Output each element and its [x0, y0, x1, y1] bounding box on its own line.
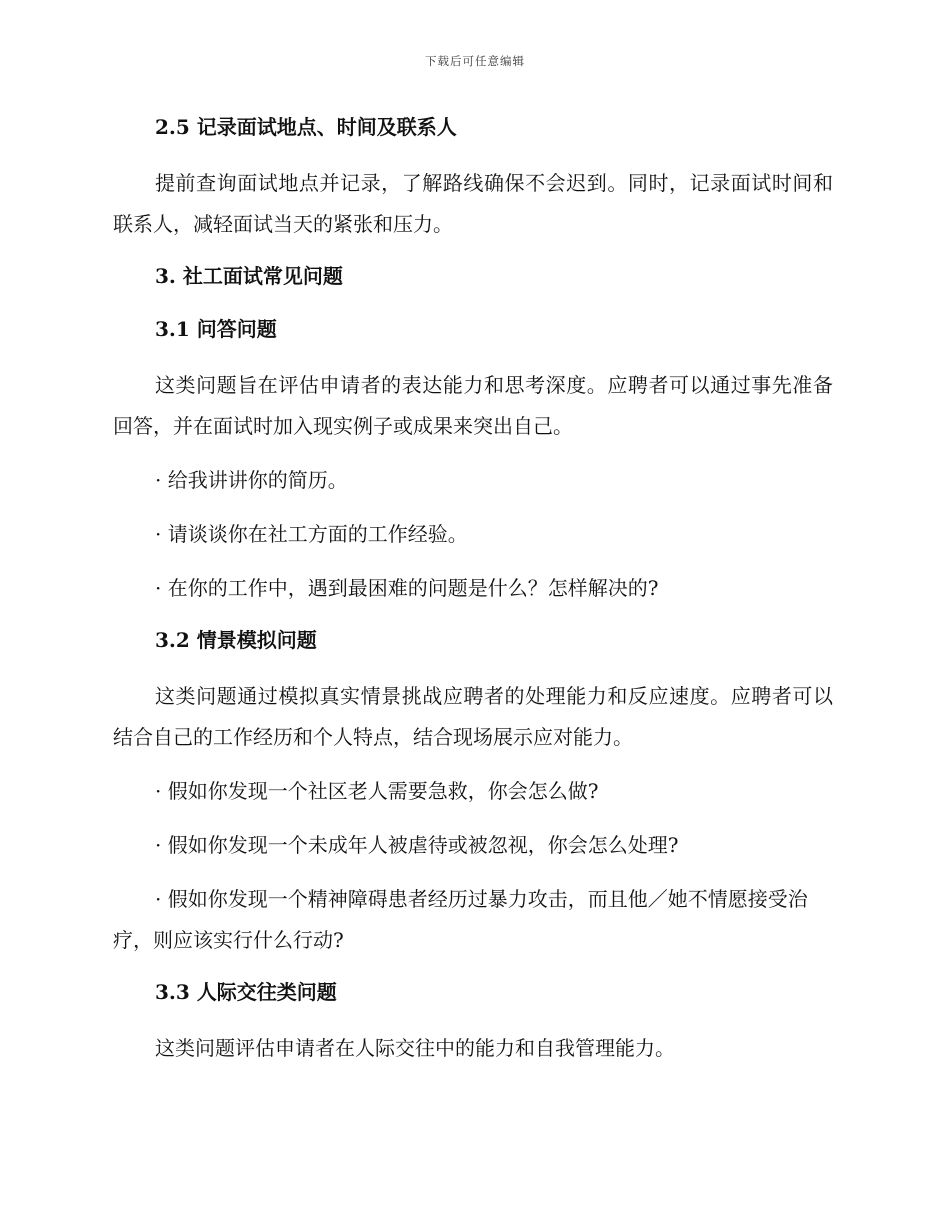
list-item: · 假如你发现一个未成年人被虐待或被忽视，你会怎么处理?: [155, 833, 679, 857]
section-3-3-heading: 3.3 人际交往类问题: [155, 980, 337, 1004]
list-item: · 假如你发现一个精神障碍患者经历过暴力攻击，而且他／她不情愿接受治疗，则应该实行什么行动?: [113, 887, 808, 952]
list-item: · 假如你发现一个社区老人需要急救，你会怎么做?: [155, 779, 599, 803]
section-2-5-paragraph: 提前查询面试地点并记录，了解路线确保不会迟到。同时，记录面试时间和联系人，减轻面试当天的紧张和压力。: [113, 171, 833, 236]
section-3-1-paragraph: 这类问题旨在评估申请者的表达能力和思考深度。应聘者可以通过事先准备回答，并在面试时加入现实例子或成果来突出自己。: [113, 373, 833, 438]
header-note: 下载后可任意编辑: [425, 54, 525, 68]
section-3-1-heading: 3.1 问答问题: [155, 317, 277, 341]
section-3-2-paragraph: 这类问题通过模拟真实情景挑战应聘者的处理能力和反应速度。应聘者可以结合自己的工作经历和个人特点，结合现场展示应对能力。: [113, 684, 833, 749]
section-3-3-paragraph: 这类问题评估申请者在人际交往中的能力和自我管理能力。: [155, 1036, 675, 1060]
section-3-2-heading: 3.2 情景模拟问题: [155, 628, 317, 652]
section-2-5-heading: 2.5 记录面试地点、时间及联系人: [155, 115, 457, 139]
list-item: · 给我讲讲你的简历。: [155, 468, 348, 492]
section-3-heading: 3. 社工面试常见问题: [155, 264, 343, 288]
list-item: · 请谈谈你在社工方面的工作经验。: [155, 522, 468, 546]
list-item: · 在你的工作中，遇到最困难的问题是什么？怎样解决的?: [155, 576, 659, 600]
document-body: [113, 110, 833, 1069]
